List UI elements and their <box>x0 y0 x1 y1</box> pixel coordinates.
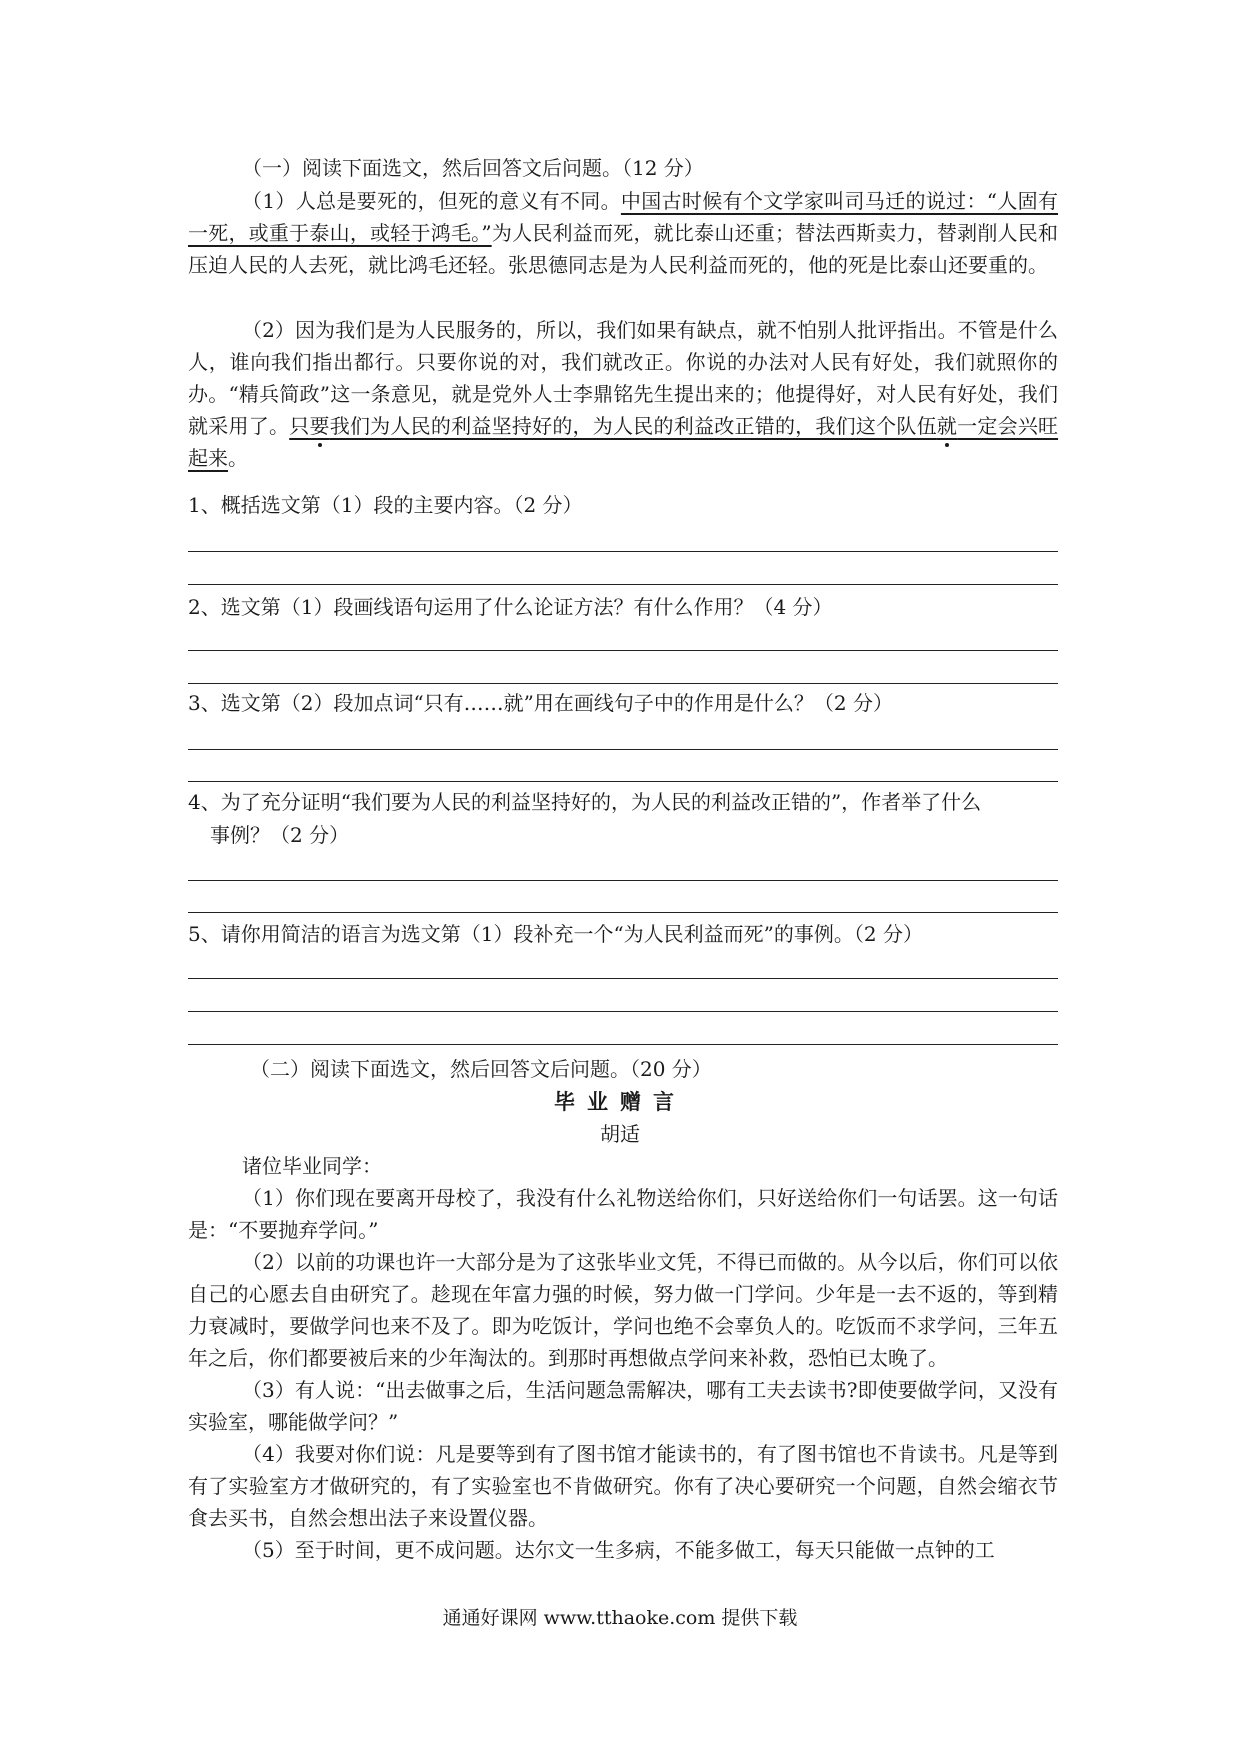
p1-underlined-quote: 中国古时候有个文学家叫司马迁的说过：“人固有一死，或重于泰山，或轻于鸿毛。” <box>188 189 1058 245</box>
answer-line[interactable] <box>188 781 1058 782</box>
question-4: 4、为了充分证明“我们要为人民的利益坚持好的，为人民的利益改正错的”，作者举了什么 事例？（2 分） <box>188 790 982 847</box>
p1-text-end: 为人民利益而死，就比泰山还重；替法西斯卖力，替剥削人民和压迫人民的人去死，就比鸿毛还轻。张思德同志是为人民利益而死的，他的死是比泰山还要重的。 <box>188 221 1058 277</box>
answer-line[interactable] <box>188 1044 1058 1045</box>
article-paragraph-4: （4）我要对你们说：凡是要等到有了图书馆才能读书的，有了图书馆也不肯读书。凡是等到有了实验室方才做研究的，有了实验室也不肯做研究。你有了决心要研究一个问题，自然会缩衣节食去买书，自然会想出法子来设置仪器。 <box>188 1442 1058 1530</box>
answer-line[interactable] <box>188 551 1058 552</box>
dotted-word-zhiyou: 要 <box>309 414 330 438</box>
question-2: 2、选文第（1）段画线语句运用了什么论证方法？有什么作用？（4 分） <box>188 595 833 619</box>
answer-line[interactable] <box>188 584 1058 585</box>
answer-line[interactable] <box>188 912 1058 913</box>
article-body <box>188 1150 1058 1566</box>
answer-line[interactable] <box>188 1011 1058 1012</box>
salutation: 诸位毕业同学： <box>242 1154 382 1178</box>
question-3: 3、选文第（2）段加点词“只有……就”用在画线句子中的作用是什么？（2 分） <box>188 691 893 715</box>
answer-line[interactable] <box>188 978 1058 979</box>
dotted-word-jiu: 就 <box>936 414 958 438</box>
p1-text-start: （1）人总是要死的，但死的意义有不同。 <box>242 189 621 213</box>
answer-line[interactable] <box>188 683 1058 684</box>
p2-underlined-sentence: 只要我们为人民的利益坚持好的，为人民的利益改正错的，我们这个队伍就一定会兴旺起来 <box>188 414 1059 470</box>
article-paragraph-1: （1）你们现在要离开母校了，我没有什么礼物送给你们，只好送给你们一句话罢。这一句话是：“不要抛弃学问。” <box>188 1186 1058 1242</box>
question-1: 1、概括选文第（1）段的主要内容。（2 分） <box>188 493 583 517</box>
section1-paragraph-1 <box>188 185 1058 281</box>
p2-text-start: （2）因为我们是为人民服务的，所以，我们如果有缺点，就不怕别人批评指出。不管是什么人，谁向我们指出都行。只要你说的对，我们就改正。你说的办法对人民有好处，我们就照你的办。“精兵简政”这一条意见，就是党外人士李鼎铭先生提出来的；他提得好，对人民有好处，我们就采用了。 <box>188 318 1058 438</box>
article-paragraph-5: （5）至于时间，更不成问题。达尔文一生多病，不能多做工，每天只能做一点钟的工 <box>242 1538 995 1562</box>
answer-line[interactable] <box>188 650 1058 651</box>
footer-source: 通通好课网 www.tthaoke.com 提供下载 <box>442 1607 798 1629</box>
question-5: 5、请你用简洁的语言为选文第（1）段补充一个“为人民利益而死”的事例。（2 分） <box>188 922 923 946</box>
article-title: 毕业赠言 <box>554 1089 686 1114</box>
article-paragraph-2: （2）以前的功课也许一大部分是为了这张毕业文凭，不得已而做的。从今以后，你们可以依自己的心愿去自由研究了。趁现在年富力强的时候，努力做一门学问。少年是一去不返的，等到精力衰减时，要做学问也来不及了。即为吃饭计，学问也绝不会辜负人的。吃饭而不求学问，三年五年之后，你们都要被后来的少年淘汰的。到那时再想做点学问来补救，恐怕已太晚了。 <box>188 1250 1058 1370</box>
article-author: 胡适 <box>600 1122 640 1146</box>
answer-line[interactable] <box>188 749 1058 750</box>
section1-heading: （一）阅读下面选文，然后回答文后问题。（12 分） <box>242 156 704 180</box>
article-paragraph-3: （3）有人说：“出去做事之后，生活问题急需解决，哪有工夫去读书?即使要做学问，又没有实验室，哪能做学问？” <box>188 1378 1058 1434</box>
section2-heading: （二）阅读下面选文，然后回答文后问题。（20 分） <box>250 1057 712 1081</box>
answer-line[interactable] <box>188 880 1058 881</box>
section1-paragraph-2: （2）因为我们是为人民服务的，所以，我们如果有缺点，就不怕别人批评指出。不管是什么人，谁向我们指出都行。只要你说的对，我们就改正。你说的办法对人民有好处，我们就照你的办。“精兵简政”这一条意见，就是党外人士李鼎铭先生提出来的；他提得好，对人民有好处，我们就采用了。只要我们为人民的利益坚持好的，为人民的利益改正错的，我们这个队伍就一定会兴旺起来。 <box>188 318 1059 470</box>
